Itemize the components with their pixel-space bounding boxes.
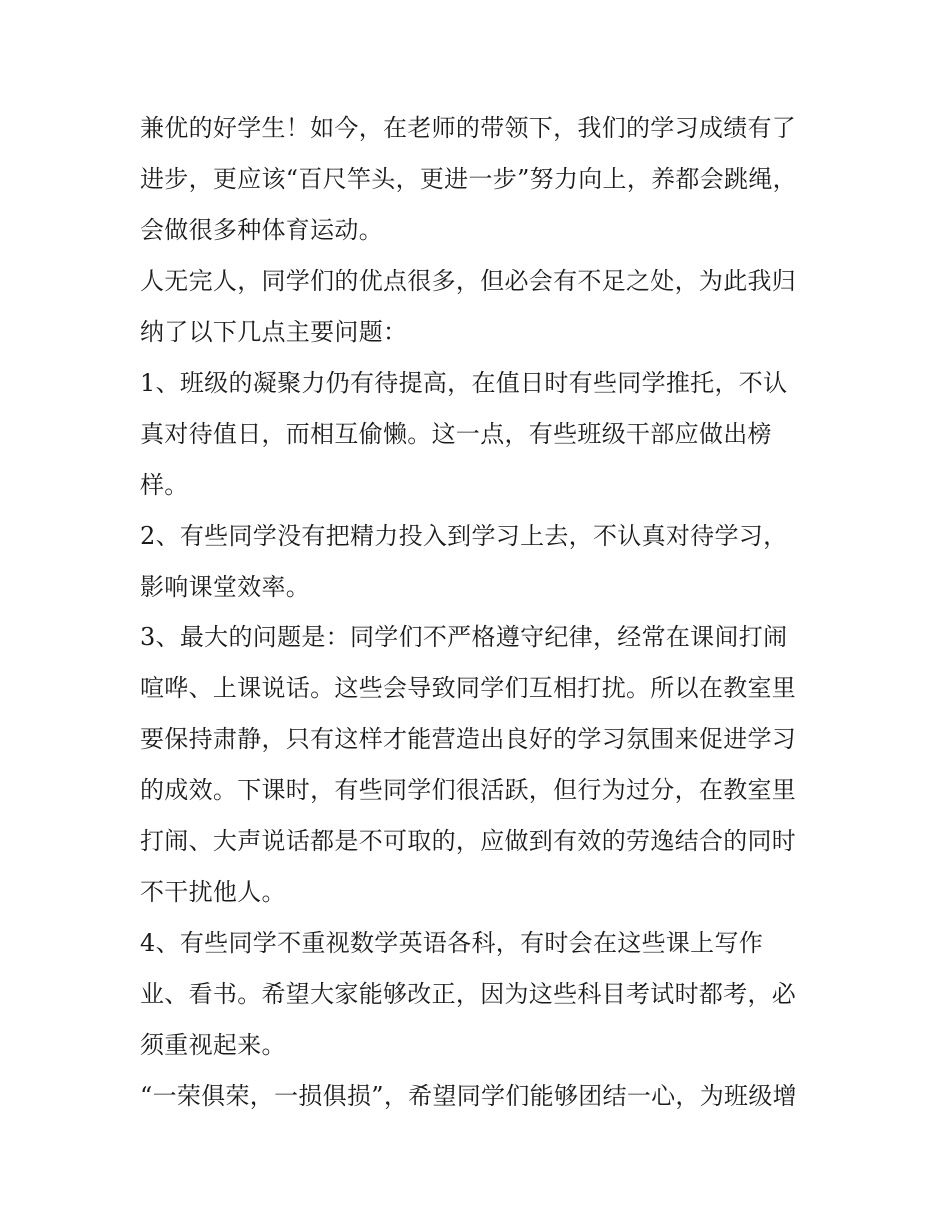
text-line: 会做很多种体育运动。 (140, 216, 383, 244)
text-line: 样。 (140, 471, 189, 499)
text-line: 的成效。下课时，有些同学们很活跃，但行为过分，在教室里 (140, 776, 797, 804)
text-line: 3、最大的问题是：同学们不严格遵守纪律，经常在课间打闹 (140, 623, 788, 651)
text-line: 业、看书。希望大家能够改正，因为这些科目考试时都考，必 (140, 980, 797, 1008)
text-line: 1、班级的凝聚力仍有待提高，在值日时有些同学推托，不认 (140, 369, 788, 397)
text-line: 兼优的好学生！如今，在老师的带领下，我们的学习成绩有了 (140, 114, 797, 142)
text-line: 不干扰他人。 (140, 878, 286, 906)
text-line: 4、有些同学不重视数学英语各科，有时会在这些课上写作 (140, 929, 764, 957)
text-line: 打闹、大声说话都是不可取的，应做到有效的劳逸结合的同时 (140, 827, 797, 855)
text-line: 喧哗、上课说话。这些会导致同学们互相打扰。所以在教室里 (140, 674, 797, 702)
text-line: 人无完人，同学们的优点很多，但必会有不足之处，为此我归 (140, 267, 797, 295)
text-line: 真对待值日，而相互偷懒。这一点，有些班级干部应做出榜 (140, 420, 772, 448)
text-line: “一荣俱荣，一损俱损”，希望同学们能够团结一心，为班级增 (140, 1082, 797, 1110)
text-line: 影响课堂效率。 (140, 573, 311, 601)
text-line: 纳了以下几点主要问题： (140, 318, 408, 346)
text-line: 须重视起来。 (140, 1031, 286, 1059)
text-line: 要保持肃静，只有这样才能营造出良好的学习氛围来促进学习 (140, 725, 797, 753)
text-line: 2、有些同学没有把精力投入到学习上去，不认真对待学习， (140, 522, 788, 550)
text-line: 进步，更应该“百尺竿头，更进一步”努力向上，养都会跳绳， (140, 165, 797, 193)
